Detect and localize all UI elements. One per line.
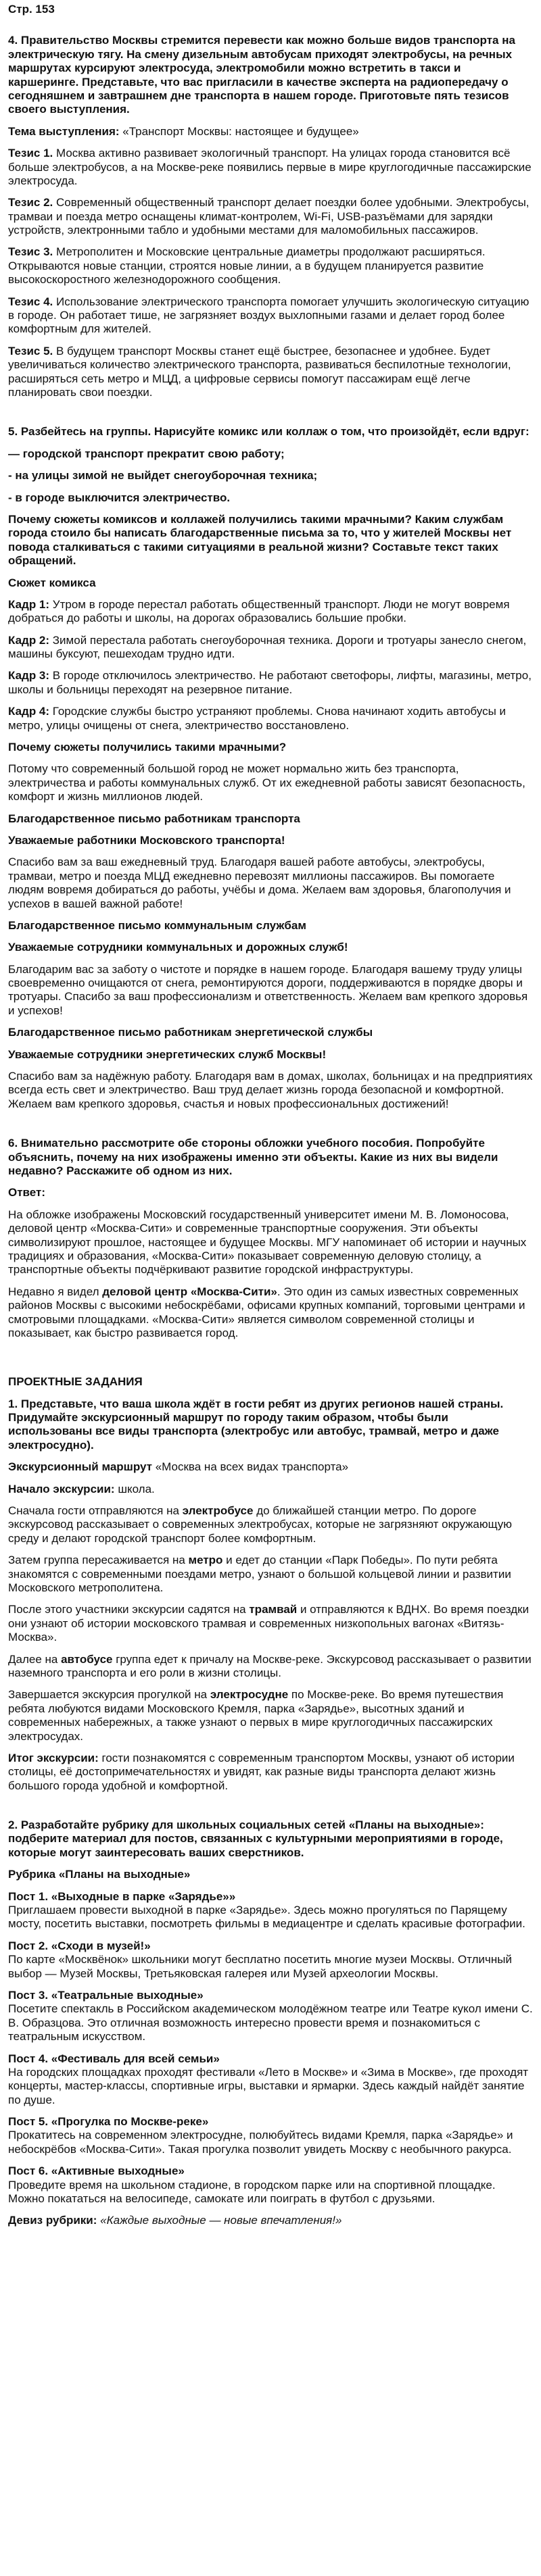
route-segment: и отправляются к ВДНХ. Во время поездки они узнают об истории московского трамвая и современных низкопольных вагонах «Витязь-Москва».	[8, 1603, 530, 1644]
post-text: Приглашаем провести выходной в парке «Зарядье». Здесь можно прогуляться по Парящему мосту, посетить выставки, посмотреть фильмы в медиацентре и сделать красивые фотографии.	[8, 1904, 525, 1931]
post-title: Пост 6. «Активные выходные»	[8, 2164, 185, 2178]
route-paragraph-1	[8, 1504, 533, 1545]
posts-list	[8, 1890, 533, 2206]
frame-label: Кадр 1:	[8, 597, 50, 611]
project1-question: 1. Представьте, что ваша школа ждёт в гости ребят из других регионов нашей страны. Придумайте экскурсионный маршрут по городу таким образом, чтобы были использованы все виды транспорта (электробус или автобус, трамвай, метро и даже электросудно).	[8, 1397, 504, 1452]
route-paragraph-2	[8, 1554, 533, 1595]
letter-greeting: Уважаемые работники Московского транспорта!	[8, 833, 285, 847]
letter-body: Спасибо вам за надёжную работу. Благодаря вам в домах, школах, больницах и на предприятиях всегда есть свет и электричество. Ваш труд делает жизнь города безопасной и комфортной. Желаем вам крепкого здоровья, счастья и новых профессиональных достижений!	[8, 1070, 533, 1110]
frame-label: Кадр 3:	[8, 669, 50, 683]
letter-body: Спасибо вам за ваш ежедневный труд. Благодаря вашей работе автобусы, электробусы, трамваи, метро и поезда МЦД ежедневно перевозят миллионы пассажиров. Вы помогаете людям вовремя добираться до работы, учёбы и дома. Желаем вам здоровья, благополучия и успехов в вашей важной работе!	[8, 856, 511, 910]
post-title: Пост 3. «Театральные выходные»	[8, 1988, 204, 2002]
route-segment: Затем группа пересаживается на	[8, 1554, 189, 1567]
post-title: Пост 5. «Прогулка по Москве-реке»	[8, 2115, 209, 2129]
answer-p2-bold: деловой центр «Москва-Сити»	[102, 1285, 277, 1298]
thesis-4	[8, 295, 533, 337]
why-heading: Почему сюжеты получились такими мрачными?	[8, 741, 287, 754]
topic-text: «Транспорт Москвы: настоящее и будущее»	[119, 124, 359, 138]
letter-greeting: Уважаемые сотрудники коммунальных и дорожных служб!	[8, 941, 348, 954]
route-segment: Итог экскурсии:	[8, 1751, 99, 1764]
post-text: Прокатитесь на современном электросудне, полюбуйтесь видами Кремля, парка «Зарядье» и небоскрёбов «Москва-Сити». Такая прогулка позволит увидеть Москву с необычного ракурса.	[8, 2129, 513, 2156]
post-text: По карте «Москвёнок» школьники могут бесплатно посетить многие музеи Москвы. Отличный выбор — Музей Москвы, Третьяковская галерея или Музей археологии Москвы.	[8, 1953, 512, 1980]
task5-item-1: — городской транспорт прекратит свою работу;	[8, 447, 285, 460]
comic-frame-2	[8, 634, 533, 662]
route-segment: группа едет к причалу на Москве-реке. Экскурсовод рассказывает о развитии наземного транспорта и его роли в жизни столицы.	[8, 1652, 532, 1679]
comic-frames	[8, 598, 533, 733]
thesis-1	[8, 147, 533, 188]
task5-question: 5. Разбейтесь на группы. Нарисуйте комикс или коллаж о том, что произойдёт, если вдруг:	[8, 425, 530, 439]
post-text: Посетите спектакль в Российском академическом молодёжном театре или Театре кукол имени С. В. Образцова. Это отличная возможность интересно провести время и познакомиться с театральным искусством.	[8, 2002, 533, 2044]
post-4	[8, 2052, 533, 2108]
task5-item-2: - на улицы зимой не выйдет снегоуборочная техника;	[8, 469, 318, 482]
route-paragraph-6	[8, 1752, 533, 1793]
frame-text: Зимой перестала работать снегоуборочная техника. Дороги и тротуары занесло снегом, машины буксуют, пешеходам трудно идти.	[8, 633, 527, 661]
task6-answer-p1: На обложке изображены Московский государственный университет имени М. В. Ломоносова, деловой центр «Москва-Сити» и современные транспортные сооружения. Эти объекты символизируют прошлое, настоящее и будущее Москвы. МГУ напоминает об истории и научных традициях и образования, «Москва-Сити» показывает современную деловую столицу, а транспортные объекты подчёркивают развитие городской инфраструктуры.	[8, 1208, 527, 1277]
route-paragraph-3	[8, 1603, 533, 1644]
post-2	[8, 1939, 533, 1981]
thesis-text: Использование электрического транспорта помогает улучшить экологическую ситуацию в городе. Он работает тише, не загрязняет воздух выхлопными газами и делает город более комфортным для жителей.	[8, 295, 530, 336]
route-segment: до ближайшей станции метро. По дороге экскурсовод рассказывает о современных электробусах, которые не загрязняют окружающую среду и делают городской транспорт более комфортным.	[8, 1504, 513, 1545]
frame-label: Кадр 4:	[8, 705, 50, 718]
route-line	[8, 1460, 533, 1474]
route-segment: электробусе	[182, 1504, 254, 1518]
projects-heading: ПРОЕКТНЫЕ ЗАДАНИЯ	[8, 1375, 143, 1389]
route-segment: Завершается экскурсия прогулкой на	[8, 1688, 210, 1702]
thesis-3	[8, 245, 533, 287]
task6-question: 6. Внимательно рассмотрите обе стороны обложки учебного пособия. Попробуйте объяснить, почему на них изображены именно эти объекты. Какие из них вы видели недавно? Расскажите об одном из них.	[8, 1137, 498, 1177]
route-paragraph-5	[8, 1688, 533, 1743]
letters	[8, 812, 533, 1112]
thesis-label: Тезис 1.	[8, 147, 53, 160]
thesis-text: Современный общественный транспорт делает поездки более удобными. Электробусы, трамваи и поезда метро оснащены климат-контролем, Wi-Fi, USB-разъёмами для зарядки устройств, электронными табло и удобными местами для маломобильных пассажиров.	[8, 196, 530, 237]
route-segment: трамвай	[249, 1603, 298, 1616]
thesis-text: Метрополитен и Московские центральные диаметры продолжают расширяться. Открываются новые станции, строятся новые линии, а в будущем планируется развитие высокоскоростного железнодорожного сообщения.	[8, 245, 486, 287]
frame-text: Утром в городе перестал работать общественный транспорт. Люди не могут вовремя добраться до работы и школы, на дорогах образовались большие пробки.	[8, 597, 510, 625]
route-segment: электросудне	[210, 1688, 289, 1702]
thesis-5	[8, 345, 533, 400]
thesis-text: Москва активно развивает экологичный транспорт. На улицах города становится всё больше электробусов, а на Москве-реке появились первые в мире круглогодичные пассажирские электросуда.	[8, 147, 532, 187]
task4-question: 4. Правительство Москвы стремится перевести как можно больше видов транспорта на электрическую тягу. На смену дизельным автобусам приходят электробусы, на речных маршрутах курсируют электросуда, электромобили можно встретить в такси и каршеринге. Представьте, что вас пригласили в качестве эксперта на радиопередачу о сегодняшнем и завтрашнем дне транспорта в нашем городе. Приготовьте пять тезисов своего выступления.	[8, 34, 515, 116]
start-line	[8, 1483, 533, 1496]
route-segment: и едет до станции «Парк Победы». По пути ребята знакомятся с современными поездами метро, узнают о большой кольцевой линии и развитии Московского метрополитена.	[8, 1554, 511, 1594]
thesis-text: В будущем транспорт Москвы станет ещё быстрее, безопаснее и удобнее. Будет увеличиваться количество электрического транспорта, развиваться беспилотные технологии, расширяться сеть метро и МЦД, а цифровые сервисы помогут пассажирам ещё легче планировать свои поездки.	[8, 344, 511, 399]
post-text: Проведите время на школьном стадионе, в городском парке или на спортивной площадке. Можно покататься на велосипеде, самокате или поиграть в футбол с друзьями.	[8, 2178, 496, 2206]
route-name: «Москва на всех видах транспорта»	[151, 1460, 349, 1474]
rubric-heading: Рубрика «Планы на выходные»	[8, 1868, 191, 1881]
frame-label: Кадр 2:	[8, 633, 50, 647]
start-text: школа.	[114, 1482, 155, 1495]
route-paragraphs	[8, 1504, 533, 1793]
post-6	[8, 2164, 533, 2206]
thesis-label: Тезис 3.	[8, 245, 53, 259]
answer-p2-pre: Недавно я видел	[8, 1285, 103, 1298]
motto-line	[8, 2214, 533, 2227]
project2-question: 2. Разработайте рубрику для школьных социальных сетей «Планы на выходные»: подберите материал для постов, связанных с культурными мероприятиями в городе, которые могут заинтересовать ваших сверстников.	[8, 1818, 503, 1859]
route-segment: Далее на	[8, 1652, 62, 1666]
route-segment: автобусе	[61, 1652, 113, 1666]
thesis-label: Тезис 4.	[8, 295, 53, 308]
frame-text: В городе отключилось электричество. Не работают светофоры, лифты, магазины, метро, школы и больницы переходят на резервное питание.	[8, 669, 532, 696]
answer-p2-post: . Это один из самых известных современных районов Москвы с высокими небоскрёбами, офисами крупных компаний, торговыми центрами и смотровыми площадками. «Москва-Сити» является символом современной столицы и показывает, как быстро развивается город.	[8, 1285, 525, 1339]
letter-greeting: Уважаемые сотрудники энергетических служб Москвы!	[8, 1047, 327, 1061]
post-title: Пост 2. «Сходи в музей!»	[8, 1939, 151, 1952]
route-segment: После этого участники экскурсии садятся на	[8, 1603, 250, 1616]
motto-text: «Каждые выходные — новые впечатления!»	[97, 2214, 342, 2227]
task5-item-3: - в городе выключится электричество.	[8, 491, 231, 504]
post-1	[8, 1890, 533, 1931]
post-5	[8, 2115, 533, 2156]
route-label: Экскурсионный маршрут	[8, 1460, 152, 1474]
post-text: На городских площадках проходят фестивали «Лето в Москве» и «Зима в Москве», где проходят концерты, мастер-классы, спортивные игры, выставки и ярмарки. Здесь каждый найдёт занятие по душе.	[8, 2065, 529, 2106]
route-segment: по Москве-реке. Во время путешествия ребята любуются видами Московского Кремля, парка «Зарядье», высотных зданий и современных набережных, а также узнают о первых в мире круглогодичных пассажирских электросудах.	[8, 1688, 504, 1743]
task4-topic	[8, 125, 533, 139]
comic-frame-4	[8, 705, 533, 733]
theses-list	[8, 147, 533, 399]
task5-items	[8, 447, 533, 505]
route-segment: гости познакомятся с современным транспортом Москвы, узнают об истории столицы, её достопримечательностях и увидят, как разные виды транспорта делают жизнь большого города удобной и комфортной.	[8, 1751, 515, 1792]
task5-why-question: Почему сюжеты комиксов и коллажей получились такими мрачными? Каким службам города стоило бы написать благодарственные письма за то, что у жителей Москвы нет повода сталкиваться с такими ситуациями в реальной жизни? Составьте текст таких обращений.	[8, 512, 512, 568]
comic-frame-3	[8, 669, 533, 697]
page-number: Стр. 153	[8, 3, 55, 16]
comic-heading: Сюжет комикса	[8, 576, 96, 589]
route-paragraph-4	[8, 1653, 533, 1681]
task6-answer-label: Ответ:	[8, 1186, 45, 1199]
start-label: Начало экскурсии:	[8, 1482, 115, 1495]
topic-label: Тема выступления:	[8, 124, 120, 138]
letter-title: Благодарственное письмо работникам энергетической службы	[8, 1026, 373, 1039]
why-answer: Потому что современный большой город не может нормально жить без транспорта, электричества и работы коммунальных служб. От их ежедневной работы зависят безопасность, комфорт и жизнь миллионов людей.	[8, 762, 525, 803]
route-segment: Сначала гости отправляются на	[8, 1504, 183, 1518]
motto-label: Девиз рубрики:	[8, 2214, 97, 2227]
post-title: Пост 4. «Фестиваль для всей семьи»	[8, 2052, 220, 2065]
letter-body: Благодарим вас за заботу о чистоте и порядке в нашем городе. Благодаря вашему труду улицы своевременно очищаются от снега, ремонтируются дороги, поддерживаются в порядке дворы и тротуары. Спасибо за ваш профессионализм и ответственность. Желаем вам крепкого здоровья и успехов!	[8, 962, 528, 1017]
frame-text: Городские службы быстро устраняют проблемы. Снова начинают ходить автобусы и метро, улицы очищены от снега, электричество восстановлено.	[8, 705, 507, 732]
letter-title: Благодарственное письмо коммунальным службам	[8, 918, 306, 932]
letter-title: Благодарственное письмо работникам транспорта	[8, 812, 300, 825]
thesis-label: Тезис 5.	[8, 344, 53, 357]
post-3	[8, 1989, 533, 2044]
thesis-label: Тезис 2.	[8, 196, 53, 209]
post-title: Пост 1. «Выходные в парке «Зарядье»»	[8, 1889, 236, 1903]
route-segment: метро	[188, 1554, 223, 1567]
task6-answer-p2	[8, 1285, 533, 1341]
comic-frame-1	[8, 598, 533, 626]
thesis-2	[8, 196, 533, 237]
